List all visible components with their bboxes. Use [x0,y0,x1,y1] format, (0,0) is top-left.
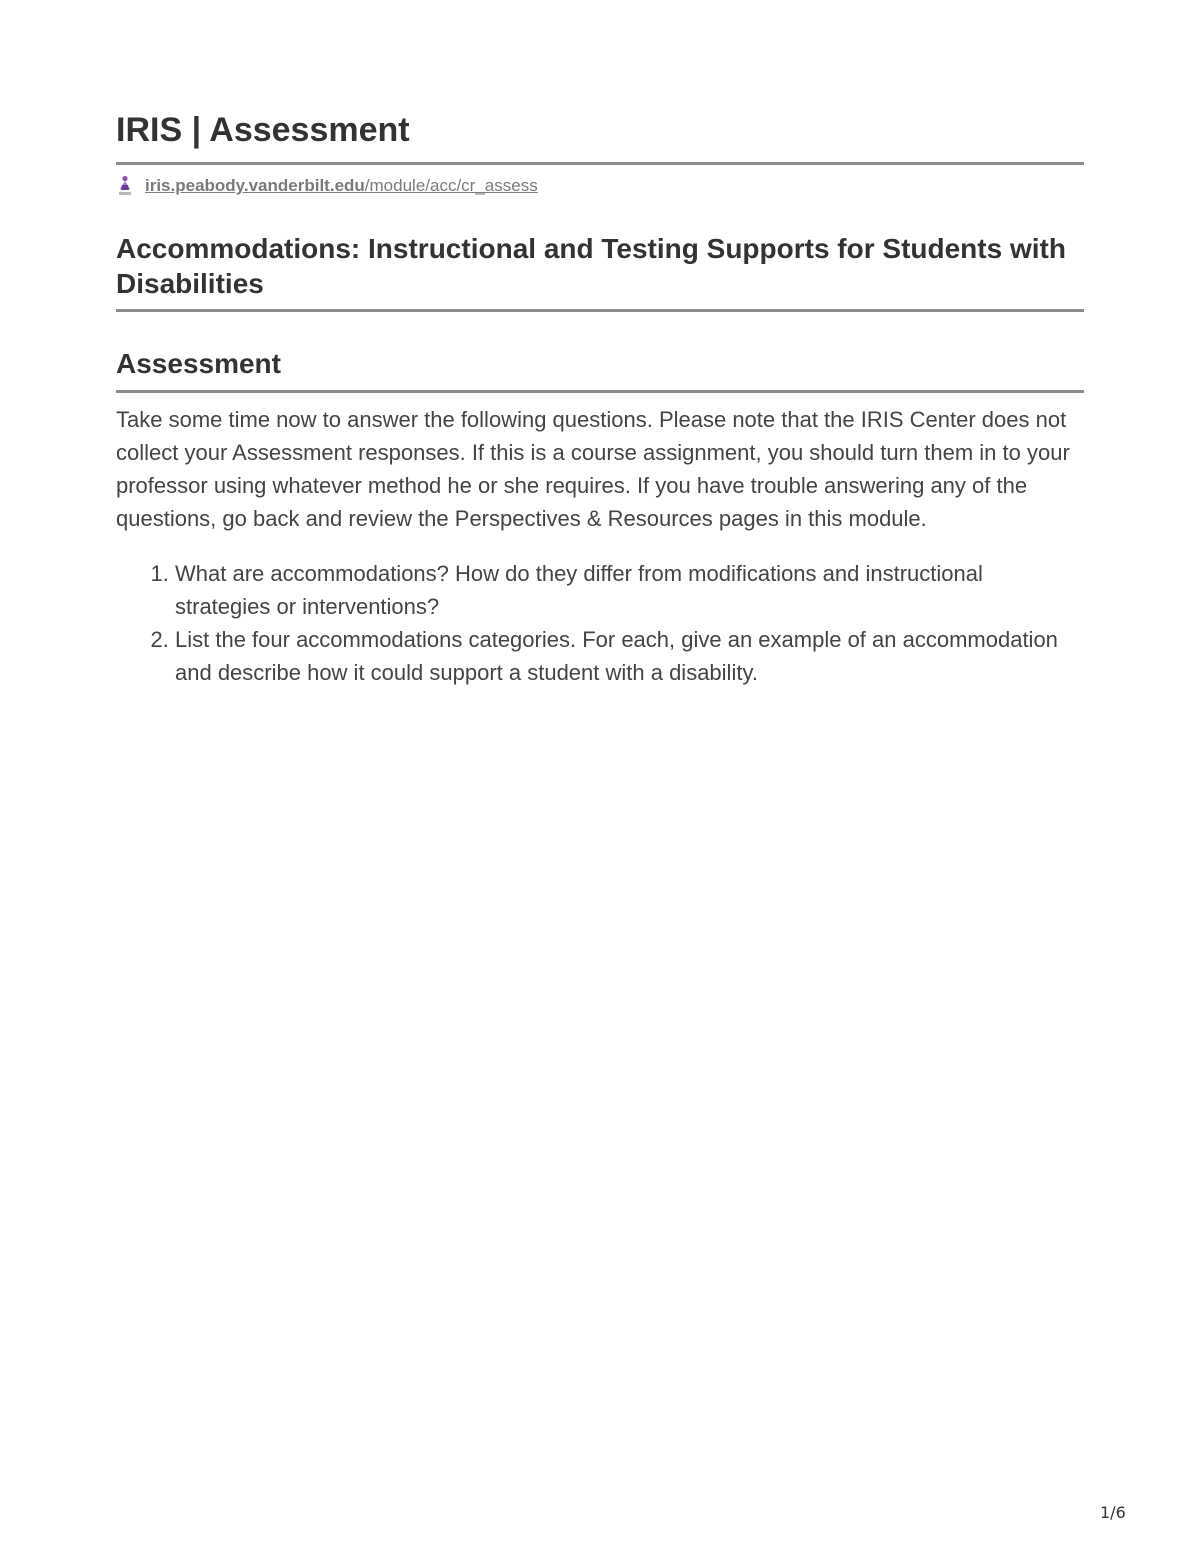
question-item: 1. What are accommodations? How do they differ from modifications and instructional strategies or interventions? [175,557,1084,623]
module-title: Accommodations: Instructional and Testing Supports for Students with Disabilities [116,233,1066,299]
source-path: /module/acc/cr_assess [364,176,538,195]
page-number: 1/6 [1100,1503,1126,1522]
source-url-link[interactable] [145,176,538,196]
document-page [116,108,1084,689]
module-title-divider [116,309,1084,312]
source-line [116,173,1084,199]
title-divider [116,162,1084,165]
document-title: IRIS | Assessment [116,111,410,149]
section-title-divider [116,390,1084,393]
section-title: Assessment [116,348,281,379]
intro-paragraph: Take some time now to answer the following questions. Please note that the IRIS Center does not collect your Assessment responses. If this is a course assignment, you should turn them in to your professor using whatever method he or she requires. If you have trouble answering any of the questions, go back and review the Perspectives & Resources pages in this module. [116,407,1070,531]
source-domain: iris.peabody.vanderbilt.edu [145,176,365,195]
question-list [116,557,1084,689]
iris-favicon-icon [116,175,134,197]
question-item: 2. List the four accommodations categories. For each, give an example of an accommodation and describe how it could support a student with a disability. [175,623,1084,689]
